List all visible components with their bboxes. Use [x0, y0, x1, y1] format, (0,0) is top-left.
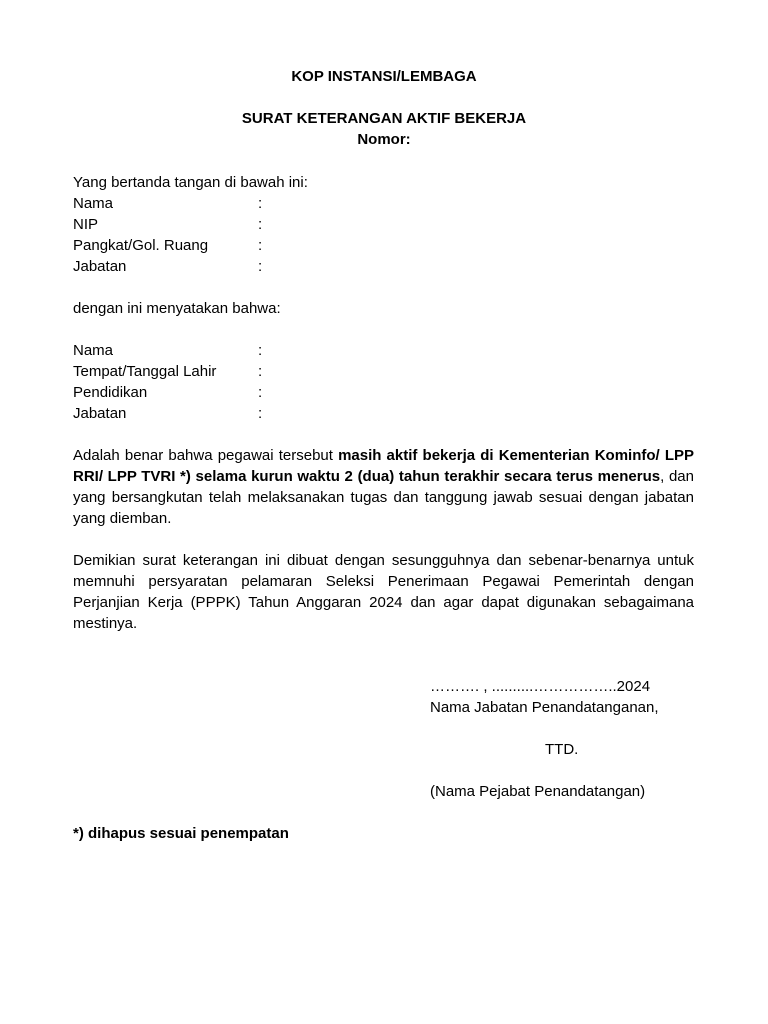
active-employment-paragraph	[73, 445, 694, 529]
field-colon: :	[258, 342, 263, 359]
field-colon: :	[258, 216, 263, 233]
signature-name: (Nama Pejabat Penandatangan)	[430, 783, 646, 800]
field-label: Nama	[73, 195, 114, 212]
letter-number-label: Nomor:	[357, 131, 411, 148]
paragraph-text: , dan yang bersangkutan telah melaksanakan tugas dan tanggung jawab sesuai dengan jabatan yang diemban.	[73, 468, 694, 527]
paragraph-text: Adalah benar bahwa pegawai tersebut	[73, 447, 339, 464]
letterhead-agency: KOP INSTANSI/LEMBAGA	[291, 68, 477, 85]
field-colon: :	[258, 195, 263, 212]
field-colon: :	[258, 384, 263, 401]
statement-intro: dengan ini menyatakan bahwa:	[73, 300, 281, 317]
field-label: Pendidikan	[73, 384, 148, 401]
signatory-intro: Yang bertanda tangan di bawah ini:	[73, 174, 308, 191]
field-label: Jabatan	[73, 405, 127, 422]
signature-place-date: ………. , ..........……………..2024	[430, 678, 651, 695]
field-colon: :	[258, 405, 263, 422]
field-label: NIP	[73, 216, 99, 233]
field-label: Jabatan	[73, 258, 127, 275]
field-label: Nama	[73, 342, 114, 359]
signature-ttd: TTD.	[545, 741, 579, 758]
field-colon: :	[258, 363, 263, 380]
signature-position: Nama Jabatan Penandatanganan,	[430, 699, 659, 716]
paragraph-emphasis: masih aktif bekerja di Kementerian Kominfo/ LPP RRI/ LPP TVRI *) selama kurun waktu 2 (dua) tahun terakhir secara terus menerus	[73, 447, 694, 485]
field-colon: :	[258, 237, 263, 254]
footnote: *) dihapus sesuai penempatan	[73, 825, 289, 842]
letter-title: SURAT KETERANGAN AKTIF BEKERJA	[241, 110, 527, 127]
field-label: Tempat/Tanggal Lahir	[73, 363, 217, 380]
field-colon: :	[258, 258, 263, 275]
closing-paragraph: Demikian surat keterangan ini dibuat dengan sesungguhnya dan sebenar-benarnya untuk memnuhi persyaratan pelamaran Seleksi Penerimaan Pegawai Pemerintah dengan Perjanjian Kerja (PPPK) Tahun Anggaran 2024 dan agar dapat digunakan sebagaimana mestinya.	[73, 552, 694, 632]
field-label: Pangkat/Gol. Ruang	[73, 237, 209, 254]
